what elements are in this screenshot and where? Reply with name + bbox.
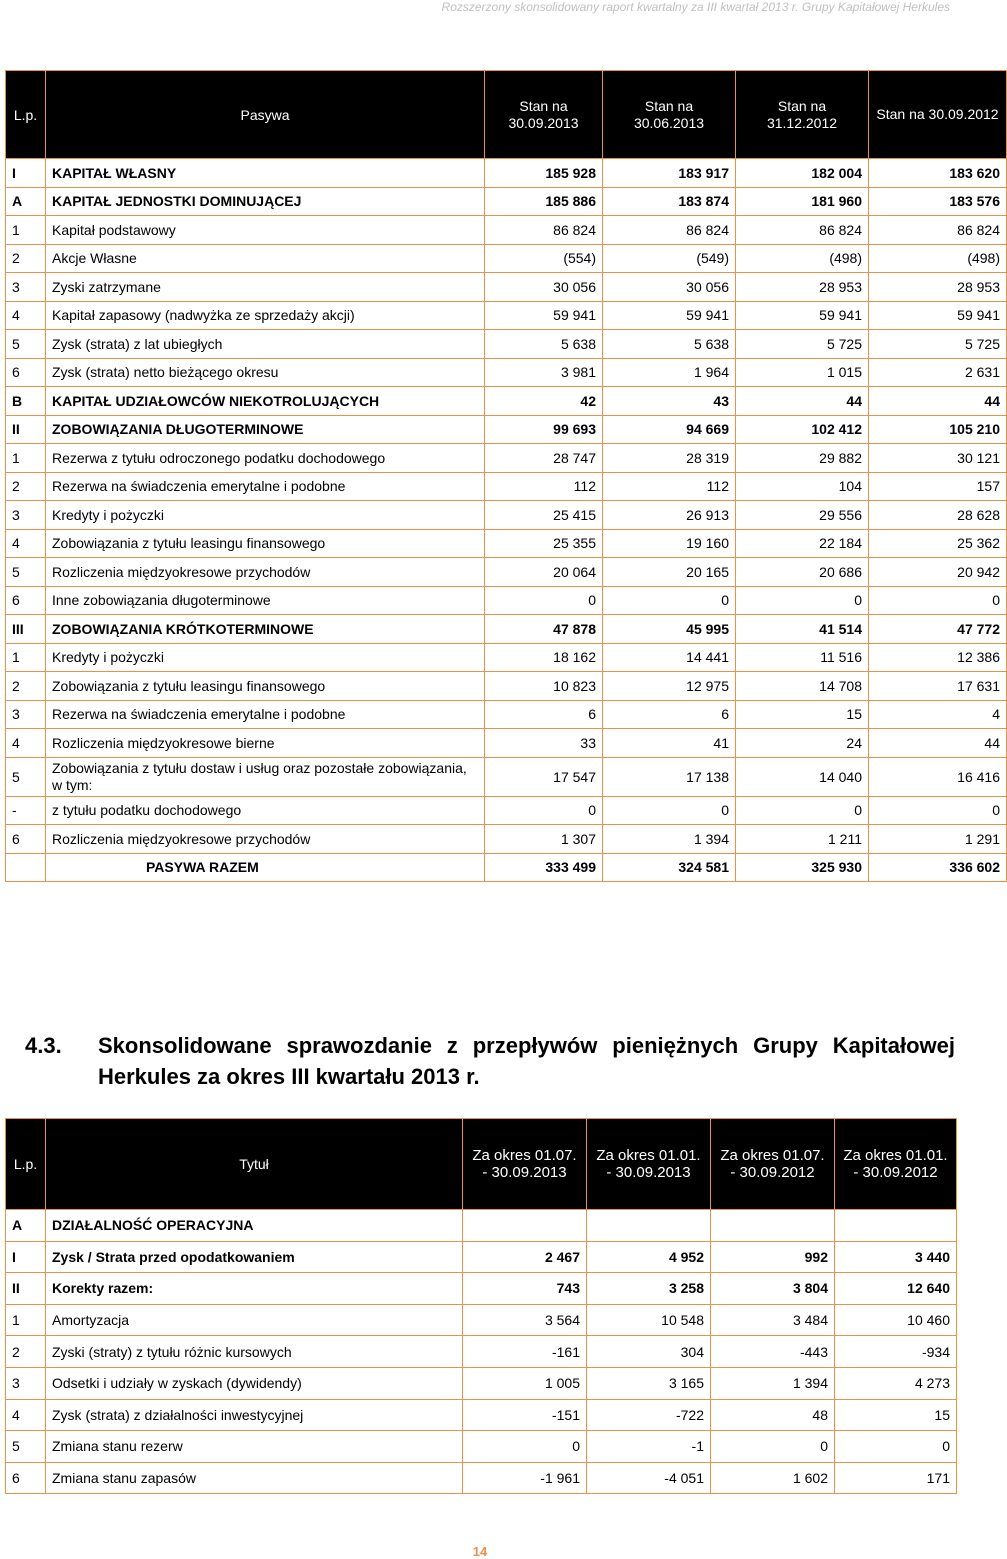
row-label: Zmiana stanu zapasów: [46, 1462, 463, 1494]
col-header-period-4: Za okres 01.01. - 30.09.2012: [835, 1119, 957, 1210]
row-value: 20 942: [869, 558, 1007, 587]
row-value: 3 981: [485, 358, 603, 387]
table-row: [6, 825, 1007, 854]
table-row: [6, 472, 1007, 501]
row-value: 304: [587, 1336, 711, 1368]
total-value: 333 499: [485, 853, 603, 882]
table-row: [6, 796, 1007, 825]
row-value: -722: [587, 1399, 711, 1431]
row-value: 181 960: [736, 187, 869, 216]
row-value: 42: [485, 387, 603, 416]
row-lp: 5: [6, 558, 46, 587]
row-value: 112: [485, 472, 603, 501]
row-value: 48: [711, 1399, 835, 1431]
row-value: 3 258: [587, 1273, 711, 1305]
row-value: 59 941: [603, 301, 736, 330]
row-value: [711, 1210, 835, 1242]
liabilities-table: [5, 70, 1007, 882]
col-header-lp: L.p.: [6, 71, 46, 159]
row-value: 14 040: [736, 757, 869, 796]
row-label: Kredyty i pożyczki: [46, 501, 485, 530]
row-label: KAPITAŁ JEDNOSTKI DOMINUJĄCEJ: [46, 187, 485, 216]
row-value: 1 291: [869, 825, 1007, 854]
row-value: 102 412: [736, 415, 869, 444]
row-label: Korekty razem:: [46, 1273, 463, 1305]
cashflow-table: [5, 1118, 957, 1494]
row-value: 1 394: [603, 825, 736, 854]
col-header-period-1: Za okres 01.07. - 30.09.2013: [463, 1119, 587, 1210]
row-value: (498): [736, 244, 869, 273]
row-value: 1 394: [711, 1367, 835, 1399]
row-lp: 2: [6, 244, 46, 273]
total-value: 325 930: [736, 853, 869, 882]
row-value: 0: [603, 586, 736, 615]
row-value: 183 917: [603, 159, 736, 188]
row-lp: 1: [6, 216, 46, 245]
row-lp: 5: [6, 1431, 46, 1463]
row-lp: I: [6, 159, 46, 188]
total-value: 336 602: [869, 853, 1007, 882]
row-label: z tytułu podatku dochodowego: [46, 796, 485, 825]
section-title-text: Skonsolidowane sprawozdanie z przepływów pieniężnych Grupy Kapitałowej Herkules za okres III kwartału 2013 r.: [98, 1033, 955, 1089]
row-value: -1: [587, 1431, 711, 1463]
table-row: [6, 558, 1007, 587]
row-label: KAPITAŁ WŁASNY: [46, 159, 485, 188]
row-value: 183 576: [869, 187, 1007, 216]
row-value: 41: [603, 729, 736, 758]
table-row: [6, 159, 1007, 188]
row-value: -934: [835, 1336, 957, 1368]
section-heading: [25, 1030, 955, 1092]
total-lp: [6, 853, 46, 882]
row-value: 22 184: [736, 529, 869, 558]
row-value: 10 823: [485, 672, 603, 701]
row-value: 24: [736, 729, 869, 758]
row-value: 28 953: [869, 273, 1007, 302]
row-value: 28 953: [736, 273, 869, 302]
row-value: 12 975: [603, 672, 736, 701]
row-label: Zyski zatrzymane: [46, 273, 485, 302]
row-label: Kapitał podstawowy: [46, 216, 485, 245]
row-value: 183 874: [603, 187, 736, 216]
row-lp: B: [6, 387, 46, 416]
row-value: 12 386: [869, 643, 1007, 672]
table-row: [6, 529, 1007, 558]
table-row: [6, 330, 1007, 359]
row-value: -443: [711, 1336, 835, 1368]
row-value: 182 004: [736, 159, 869, 188]
row-lp: II: [6, 1273, 46, 1305]
row-value: 10 548: [587, 1304, 711, 1336]
row-lp: 2: [6, 1336, 46, 1368]
row-value: 16 416: [869, 757, 1007, 796]
row-lp: 4: [6, 301, 46, 330]
row-value: 86 824: [485, 216, 603, 245]
row-value: 4: [869, 700, 1007, 729]
row-value: 14 441: [603, 643, 736, 672]
row-value: 26 913: [603, 501, 736, 530]
row-lp: 5: [6, 757, 46, 796]
row-value: 17 547: [485, 757, 603, 796]
row-value: 6: [603, 700, 736, 729]
row-value: 0: [463, 1431, 587, 1463]
row-label: Zobowiązania z tytułu leasingu finansowego: [46, 529, 485, 558]
row-value: 992: [711, 1241, 835, 1273]
row-value: 29 882: [736, 444, 869, 473]
table-row: [6, 757, 1007, 796]
row-value: 14 708: [736, 672, 869, 701]
row-value: 15: [736, 700, 869, 729]
row-value: [835, 1210, 957, 1242]
row-lp: 2: [6, 472, 46, 501]
row-value: 5 638: [603, 330, 736, 359]
row-label: Zobowiązania z tytułu leasingu finansowego: [46, 672, 485, 701]
row-lp: -: [6, 796, 46, 825]
row-value: 105 210: [869, 415, 1007, 444]
row-label: Zmiana stanu rezerw: [46, 1431, 463, 1463]
row-value: 86 824: [736, 216, 869, 245]
row-value: 19 160: [603, 529, 736, 558]
total-label: PASYWA RAZEM: [46, 853, 485, 882]
row-value: 1 602: [711, 1462, 835, 1494]
col-header-date-1: Stan na 30.09.2013: [485, 71, 603, 159]
row-value: 41 514: [736, 615, 869, 644]
total-row: [6, 853, 1007, 882]
row-value: (498): [869, 244, 1007, 273]
row-value: 3 804: [711, 1273, 835, 1305]
row-value: 59 941: [869, 301, 1007, 330]
table-row: [6, 301, 1007, 330]
col-header-date-4: Stan na 30.09.2012: [869, 71, 1007, 159]
row-label: Zyski (straty) z tytułu różnic kursowych: [46, 1336, 463, 1368]
row-value: [587, 1210, 711, 1242]
row-value: 59 941: [485, 301, 603, 330]
row-lp: 2: [6, 672, 46, 701]
row-value: 29 556: [736, 501, 869, 530]
row-value: 28 747: [485, 444, 603, 473]
row-value: 15: [835, 1399, 957, 1431]
row-lp: 3: [6, 700, 46, 729]
row-value: 2 631: [869, 358, 1007, 387]
table-row: [6, 729, 1007, 758]
row-lp: 1: [6, 643, 46, 672]
row-lp: A: [6, 187, 46, 216]
table-row: [6, 586, 1007, 615]
row-lp: 1: [6, 1304, 46, 1336]
table-row: [6, 1336, 957, 1368]
row-value: 0: [736, 586, 869, 615]
row-value: 183 620: [869, 159, 1007, 188]
row-label: KAPITAŁ UDZIAŁOWCÓW NIEKOTROLUJĄCYCH: [46, 387, 485, 416]
row-value: 20 064: [485, 558, 603, 587]
row-value: 11 516: [736, 643, 869, 672]
row-value: 47 772: [869, 615, 1007, 644]
table-row: [6, 187, 1007, 216]
row-value: 0: [869, 796, 1007, 825]
row-value: 18 162: [485, 643, 603, 672]
row-value: 5 725: [736, 330, 869, 359]
table-row: [6, 244, 1007, 273]
row-label: ZOBOWIĄZANIA DŁUGOTERMINOWE: [46, 415, 485, 444]
row-value: 94 669: [603, 415, 736, 444]
table-row: [6, 1431, 957, 1463]
row-value: 4 952: [587, 1241, 711, 1273]
row-value: 1 211: [736, 825, 869, 854]
table-row: [6, 700, 1007, 729]
row-label: Rozliczenia międzyokresowe przychodów: [46, 558, 485, 587]
col-header-date-2: Stan na 30.06.2013: [603, 71, 736, 159]
row-value: 59 941: [736, 301, 869, 330]
table-row: [6, 1210, 957, 1242]
row-value: 3 440: [835, 1241, 957, 1273]
row-label: Zysk (strata) z działalności inwestycyjnej: [46, 1399, 463, 1431]
row-value: 25 415: [485, 501, 603, 530]
row-value: 1 307: [485, 825, 603, 854]
row-value: 44: [736, 387, 869, 416]
row-value: 0: [736, 796, 869, 825]
row-value: 20 165: [603, 558, 736, 587]
row-lp: 6: [6, 825, 46, 854]
table-row: [6, 501, 1007, 530]
row-label: DZIAŁALNOŚĆ OPERACYJNA: [46, 1210, 463, 1242]
col-header-pasywa: Pasywa: [46, 71, 485, 159]
row-value: 10 460: [835, 1304, 957, 1336]
row-value: 5 725: [869, 330, 1007, 359]
row-value: 44: [869, 729, 1007, 758]
liabilities-header-row: [6, 71, 1007, 159]
row-value: 6: [485, 700, 603, 729]
row-lp: 3: [6, 273, 46, 302]
row-value: 30 056: [485, 273, 603, 302]
row-value: (549): [603, 244, 736, 273]
row-value: [463, 1210, 587, 1242]
row-value: 743: [463, 1273, 587, 1305]
row-value: 3 484: [711, 1304, 835, 1336]
row-label: Zobowiązania z tytułu dostaw i usług oraz pozostałe zobowiązania, w tym:: [46, 757, 485, 796]
row-lp: 4: [6, 529, 46, 558]
row-value: 0: [835, 1431, 957, 1463]
row-value: 112: [603, 472, 736, 501]
row-value: 185 886: [485, 187, 603, 216]
row-value: 33: [485, 729, 603, 758]
row-label: Inne zobowiązania długoterminowe: [46, 586, 485, 615]
table-row: [6, 444, 1007, 473]
report-header: Rozszerzony skonsolidowany raport kwartalny za III kwartał 2013 r. Grupy Kapitałowej Herkules: [441, 0, 950, 14]
row-value: 99 693: [485, 415, 603, 444]
row-lp: 6: [6, 358, 46, 387]
row-value: 86 824: [869, 216, 1007, 245]
table-row: [6, 1462, 957, 1494]
row-lp: A: [6, 1210, 46, 1242]
table-row: [6, 216, 1007, 245]
row-value: -1 961: [463, 1462, 587, 1494]
row-lp: 3: [6, 501, 46, 530]
row-value: 0: [869, 586, 1007, 615]
row-value: 12 640: [835, 1273, 957, 1305]
table-row: [6, 1367, 957, 1399]
table-row: [6, 1273, 957, 1305]
row-value: 0: [485, 586, 603, 615]
row-lp: 6: [6, 586, 46, 615]
row-lp: 5: [6, 330, 46, 359]
row-label: Rozliczenia międzyokresowe przychodów: [46, 825, 485, 854]
row-value: -161: [463, 1336, 587, 1368]
row-lp: 4: [6, 729, 46, 758]
table-row: [6, 387, 1007, 416]
row-lp: 3: [6, 1367, 46, 1399]
table-row: [6, 273, 1007, 302]
row-label: Rezerwa z tytułu odroczonego podatku dochodowego: [46, 444, 485, 473]
table-row: [6, 415, 1007, 444]
row-lp: 1: [6, 444, 46, 473]
row-value: 25 362: [869, 529, 1007, 558]
row-value: 45 995: [603, 615, 736, 644]
row-value: 5 638: [485, 330, 603, 359]
cashflow-header-row: [6, 1119, 957, 1210]
total-value: 324 581: [603, 853, 736, 882]
row-value: 0: [711, 1431, 835, 1463]
row-label: Kredyty i pożyczki: [46, 643, 485, 672]
row-lp: 4: [6, 1399, 46, 1431]
row-value: 28 319: [603, 444, 736, 473]
row-label: ZOBOWIĄZANIA KRÓTKOTERMINOWE: [46, 615, 485, 644]
row-value: 104: [736, 472, 869, 501]
row-value: 157: [869, 472, 1007, 501]
row-value: 3 165: [587, 1367, 711, 1399]
row-value: 3 564: [463, 1304, 587, 1336]
row-label: Odsetki i udziały w zyskach (dywidendy): [46, 1367, 463, 1399]
row-value: -151: [463, 1399, 587, 1431]
row-value: 17 138: [603, 757, 736, 796]
row-value: 30 056: [603, 273, 736, 302]
row-value: 0: [485, 796, 603, 825]
row-label: Zysk (strata) netto bieżącego okresu: [46, 358, 485, 387]
row-value: 25 355: [485, 529, 603, 558]
row-value: 171: [835, 1462, 957, 1494]
row-label: Rezerwa na świadczenia emerytalne i podobne: [46, 472, 485, 501]
table-row: [6, 358, 1007, 387]
row-value: 1 005: [463, 1367, 587, 1399]
row-label: Rozliczenia międzyokresowe bierne: [46, 729, 485, 758]
row-value: 47 878: [485, 615, 603, 644]
row-value: 17 631: [869, 672, 1007, 701]
row-label: Rezerwa na świadczenia emerytalne i podobne: [46, 700, 485, 729]
row-label: Akcje Własne: [46, 244, 485, 273]
row-value: 1 015: [736, 358, 869, 387]
col-header-lp: L.p.: [6, 1119, 46, 1210]
section-number: 4.3.: [25, 1033, 62, 1058]
page-number: 14: [472, 1544, 488, 1559]
table-row: [6, 1399, 957, 1431]
row-value: 44: [869, 387, 1007, 416]
row-value: 1 964: [603, 358, 736, 387]
table-row: [6, 615, 1007, 644]
row-value: 20 686: [736, 558, 869, 587]
table-row: [6, 1304, 957, 1336]
table-row: [6, 643, 1007, 672]
row-lp: I: [6, 1241, 46, 1273]
col-header-date-3: Stan na 31.12.2012: [736, 71, 869, 159]
row-value: 28 628: [869, 501, 1007, 530]
row-value: 185 928: [485, 159, 603, 188]
row-value: 0: [603, 796, 736, 825]
col-header-period-3: Za okres 01.07. - 30.09.2012: [711, 1119, 835, 1210]
row-value: (554): [485, 244, 603, 273]
row-label: Zysk / Strata przed opodatkowaniem: [46, 1241, 463, 1273]
table-row: [6, 672, 1007, 701]
row-label: Kapitał zapasowy (nadwyżka ze sprzedaży akcji): [46, 301, 485, 330]
row-lp: II: [6, 415, 46, 444]
row-value: 2 467: [463, 1241, 587, 1273]
row-label: Zysk (strata) z lat ubiegłych: [46, 330, 485, 359]
row-value: 43: [603, 387, 736, 416]
row-lp: 6: [6, 1462, 46, 1494]
col-header-tytul: Tytuł: [46, 1119, 463, 1210]
row-label: Amortyzacja: [46, 1304, 463, 1336]
row-value: 4 273: [835, 1367, 957, 1399]
row-value: 86 824: [603, 216, 736, 245]
col-header-period-2: Za okres 01.01. - 30.09.2013: [587, 1119, 711, 1210]
row-value: -4 051: [587, 1462, 711, 1494]
table-row: [6, 1241, 957, 1273]
row-value: 30 121: [869, 444, 1007, 473]
row-lp: III: [6, 615, 46, 644]
